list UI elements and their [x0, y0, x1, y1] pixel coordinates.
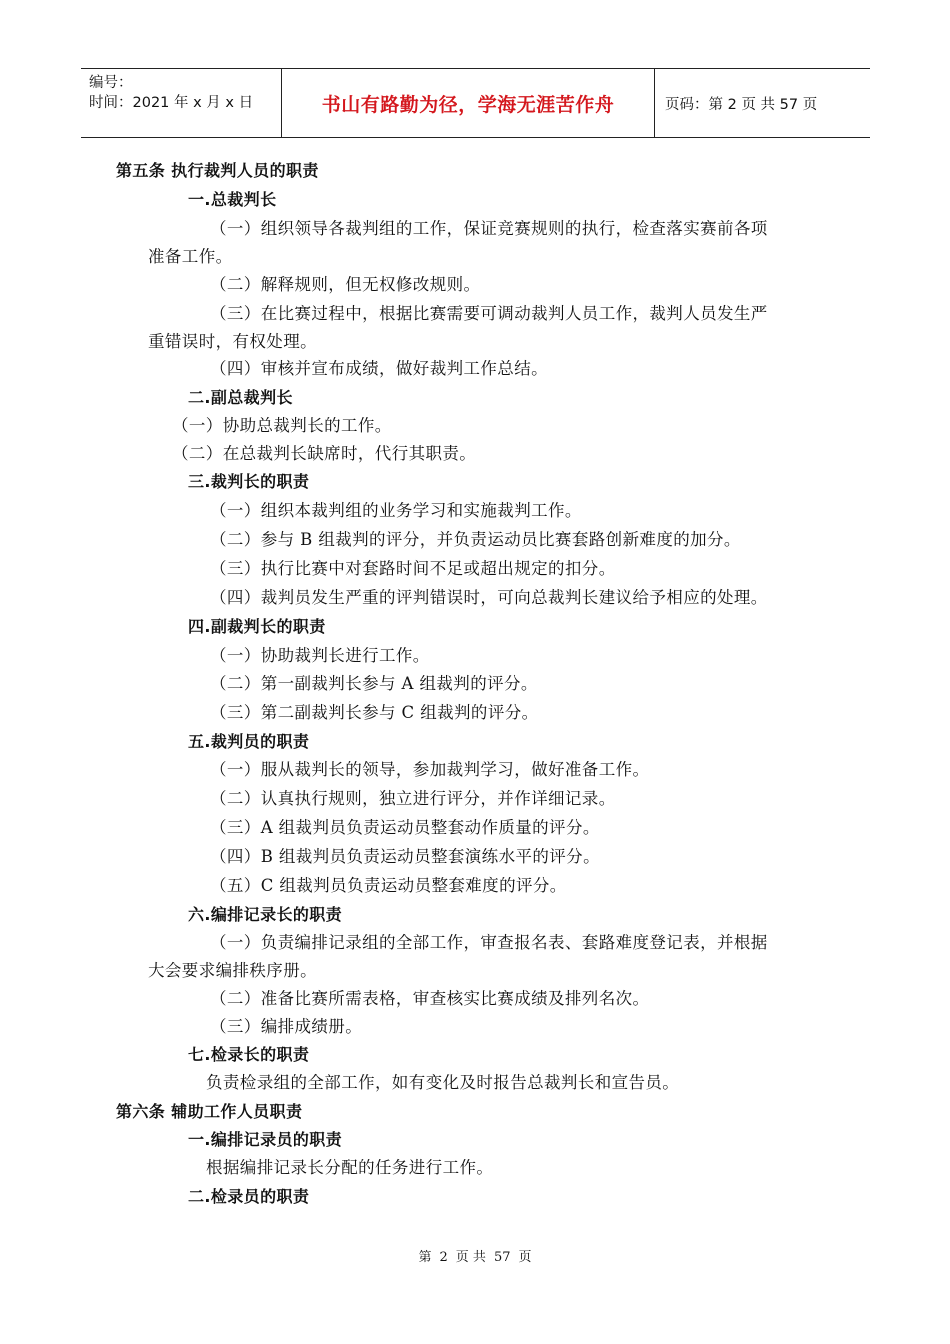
paragraph-line: （五）C 组裁判员负责运动员整套难度的评分。	[210, 876, 567, 895]
section-heading: 四.副裁判长的职责	[188, 617, 326, 636]
section-heading: 二.副总裁判长	[188, 388, 293, 407]
footer-page-number: 2	[439, 1250, 448, 1265]
footer-suffix: 页	[518, 1250, 532, 1265]
section-heading: 三.裁判长的职责	[188, 472, 310, 491]
paragraph-line: （一）服从裁判长的领导，参加裁判学习，做好准备工作。	[210, 760, 650, 779]
paragraph-line: （三）编排成绩册。	[210, 1017, 363, 1036]
paragraph-line: 准备工作。	[148, 247, 233, 266]
paragraph-line: （三）A 组裁判员负责运动员整套动作质量的评分。	[210, 818, 600, 837]
paragraph-line: （三）执行比赛中对套路时间不足或超出规定的扣分。	[210, 559, 616, 578]
paragraph-line: （四）B 组裁判员负责运动员整套演练水平的评分。	[210, 847, 600, 866]
paragraph-line: 重错误时，有权处理。	[148, 332, 317, 351]
paragraph-line: （三）第二副裁判长参与 C 组裁判的评分。	[210, 703, 539, 722]
paragraph-line: （一）组织本裁判组的业务学习和实施裁判工作。	[210, 501, 582, 520]
section-heading: 一.总裁判长	[188, 190, 277, 209]
paragraph-line: （二）认真执行规则，独立进行评分，并作详细记录。	[210, 789, 616, 808]
paragraph-line: （一）协助裁判长进行工作。	[210, 646, 430, 665]
doc-number-label: 编号：	[89, 75, 133, 91]
section-heading: 五.裁判员的职责	[188, 732, 310, 751]
article-heading: 第五条 执行裁判人员的职责	[116, 161, 319, 180]
paragraph-line: （三）在比赛过程中，根据比赛需要可调动裁判人员工作，裁判人员发生严	[210, 304, 768, 323]
header-meta	[81, 69, 282, 137]
footer-prefix: 第	[418, 1250, 432, 1265]
section-heading: 七.检录长的职责	[188, 1045, 310, 1064]
paragraph-line: （一）协助总裁判长的工作。	[172, 416, 392, 435]
paragraph-line: （一）负责编排记录组的全部工作，审查报名表、套路难度登记表，并根据	[210, 933, 768, 952]
paragraph-line: （二）解释规则，但无权修改规则。	[210, 275, 481, 294]
paragraph-line: 负责检录组的全部工作，如有变化及时报告总裁判长和宣告员。	[206, 1073, 680, 1092]
paragraph-line: （二）准备比赛所需表格，审查核实比赛成绩及排列名次。	[210, 989, 650, 1008]
page-footer	[0, 1246, 950, 1265]
header-table	[81, 68, 870, 138]
footer-mid: 页 共	[455, 1250, 486, 1265]
header-page-label: 页码：第 2 页 共 57 页	[665, 96, 818, 113]
article-heading: 第六条 辅助工作人员职责	[116, 1102, 303, 1121]
paragraph-line: （四）审核并宣布成绩，做好裁判工作总结。	[210, 359, 548, 378]
section-heading: 一.编排记录员的职责	[188, 1130, 343, 1149]
footer-total-pages: 57	[493, 1250, 511, 1265]
paragraph-line: 大会要求编排秩序册。	[148, 961, 317, 980]
paragraph-line: （二）参与 B 组裁判的评分，并负责运动员比赛套路创新难度的加分。	[210, 530, 741, 549]
section-heading: 二.检录员的职责	[188, 1187, 310, 1206]
paragraph-line: （四）裁判员发生严重的评判错误时，可向总裁判长建议给予相应的处理。	[210, 588, 768, 607]
paragraph-line: 根据编排记录长分配的任务进行工作。	[206, 1158, 494, 1177]
paragraph-line: （二）第一副裁判长参与 A 组裁判的评分。	[210, 674, 538, 693]
header-motto: 书山有路勤为径，学海无涯苦作舟	[282, 69, 655, 137]
doc-date-label: 时间：2021 年 x 月 x 日	[89, 95, 254, 111]
paragraph-line: （一）组织领导各裁判组的工作，保证竞赛规则的执行，检查落实赛前各项	[210, 219, 768, 238]
section-heading: 六.编排记录长的职责	[188, 905, 343, 924]
paragraph-line: （二）在总裁判长缺席时，代行其职责。	[172, 444, 477, 463]
